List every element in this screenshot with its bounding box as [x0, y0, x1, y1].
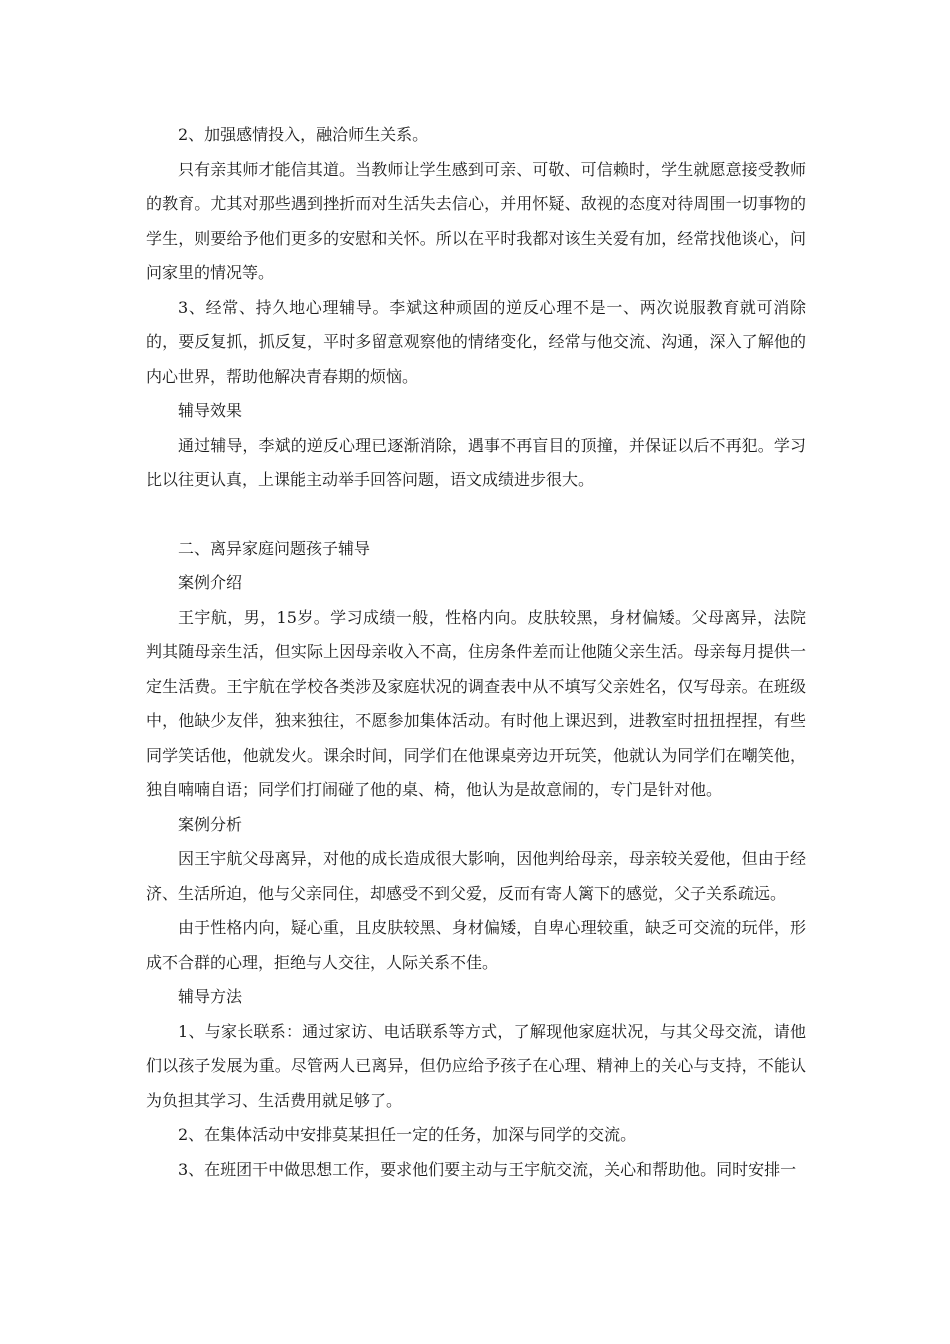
heading-counseling-method: 辅导方法 — [178, 987, 243, 1006]
paragraph-counseling-result: 通过辅导，李斌的逆反心理已逐渐消除，遇事不再盲目的顶撞，并保证以后不再犯。学习比以往更认真，上课能主动举手回答问题，语文成绩进步很大。 — [146, 435, 806, 489]
paragraph-method-3: 3、在班团干中做思想工作，要求他们要主动与王宇航交流，关心和帮助他。同时安排一 — [178, 1159, 797, 1179]
section-gap — [146, 498, 806, 532]
paragraph-case-analysis-1: 因王宇航父母离异，对他的成长造成很大影响，因他判给母亲，母亲较关爱他，但由于经济、生活所迫，他与父亲同住，却感受不到父爱，反而有寄人篱下的感觉，父子关系疏远。 — [146, 849, 806, 903]
paragraph-psychological-counseling: 3、经常、持久地心理辅导。李斌这种顽固的逆反心理不是一、两次说服教育就可消除的，要反复抓，抓反复，平时多留意观察他的情绪变化，经常与他交流、沟通，深入了解他的内心世界，帮助他解决青春期的烦恼。 — [146, 297, 806, 386]
heading-case-analysis: 案例分析 — [178, 814, 243, 834]
paragraph-close-to-teacher: 只有亲其师才能信其道。当教师让学生感到可亲、可敬、可信赖时，学生就愿意接受教师的教育。尤其对那些遇到挫折而对生活失去信心，并用怀疑、敌视的态度对待周围一切事物的学生，则要给予他们更多的安慰和关怀。所以在平时我都对该生关爱有加，经常找他谈心，问问家里的情况等。 — [146, 159, 806, 282]
document-body — [146, 118, 806, 1187]
heading-counseling-effect: 辅导效果 — [178, 401, 243, 420]
paragraph-case-introduction: 王宇航，男，15岁。学习成绩一般，性格内向。皮肤较黑，身材偏矮。父母离异，法院判其随母亲生活，但实际上因母亲收入不高，住房条件差而让他随父亲生活。母亲每月提供一定生活费。王宇航在学校各类涉及家庭状况的调查表中从不填写父亲姓名，仅写母亲。在班级中，他缺少友伴，独来独往，不愿参加集体活动。有时他上课迟到，进教室时扭扭捏捏，有些同学笑话他，他就发火。课余时间，同学们在他课桌旁边开玩笑，他就认为同学们在嘲笑他，独自喃喃自语；同学们打闹碰了他的桌、椅，他认为是故意闹的，专门是针对他。 — [146, 607, 806, 799]
paragraph-method-2: 2、在集体活动中安排莫某担任一定的任务，加深与同学的交流。 — [178, 1125, 637, 1144]
section-title-divorced-family: 二、离异家庭问题孩子辅导 — [178, 538, 371, 558]
paragraph-case-analysis-2: 由于性格内向，疑心重，且皮肤较黑、身材偏矮，自卑心理较重，缺乏可交流的玩伴，形成不合群的心理，拒绝与人交往，人际关系不佳。 — [146, 918, 806, 972]
paragraph-strengthen-emotion: 2、加强感情投入，融洽师生关系。 — [178, 125, 429, 144]
heading-case-introduction: 案例介绍 — [178, 573, 243, 592]
paragraph-method-1: 1、与家长联系：通过家访、电话联系等方式，了解现他家庭状况，与其父母交流，请他们以孩子发展为重。尽管两人已离异，但仍应给予孩子在心理、精神上的关心与支持，不能认为负担其学习、生活费用就足够了。 — [146, 1021, 806, 1110]
